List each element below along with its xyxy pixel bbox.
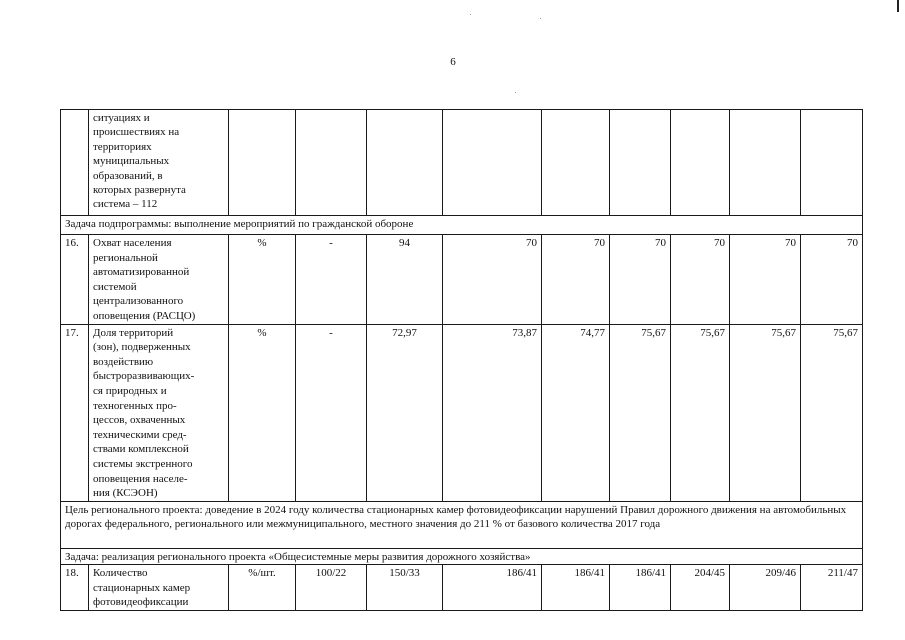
scan-edge-mark [897, 0, 899, 12]
cell-value: 70 [730, 235, 801, 325]
cell-value [671, 110, 730, 216]
table-row [61, 235, 863, 325]
cell-value: 75,67 [610, 324, 671, 501]
scan-speck [515, 92, 516, 93]
cell-value [443, 110, 542, 216]
cell-value: 186/41 [610, 565, 671, 611]
cell-unit: % [229, 235, 296, 325]
scan-speck [540, 18, 541, 19]
cell-unit [229, 110, 296, 216]
indicator-name: Охват населения региональной автоматизированной системой централизованного оповещения (РАСЦО) [89, 235, 229, 325]
row-number: 17. [61, 324, 89, 501]
cell-value: 70 [610, 235, 671, 325]
cell-value: 75,67 [801, 324, 863, 501]
table-row [61, 324, 863, 501]
cell-value [610, 110, 671, 216]
cell-value [296, 110, 367, 216]
table-row-continuation [61, 110, 863, 216]
cell-value: 70 [443, 235, 542, 325]
cell-value: 70 [671, 235, 730, 325]
cell-value: 70 [801, 235, 863, 325]
indicator-name: Количество стационарных камер фотовидеофиксации [89, 565, 229, 611]
scan-speck [470, 14, 471, 15]
cell-value: 75,67 [730, 324, 801, 501]
table-row [61, 565, 863, 611]
goal-heading: Цель регионального проекта: доведение в 2024 году количества стационарных камер фотовидеофиксации нарушений Правил дорожного движения на автомобильных дорогах федерального, регионального или межмуниципального, местного значения до 211 % от базового количества 2017 года [61, 501, 863, 548]
cell-value [730, 110, 801, 216]
cell-value: 75,67 [671, 324, 730, 501]
section-row-task [61, 216, 863, 235]
cell-value: 211/47 [801, 565, 863, 611]
page-number: 6 [450, 56, 456, 68]
row-number: 18. [61, 565, 89, 611]
row-number: 16. [61, 235, 89, 325]
section-row-task [61, 548, 863, 565]
cell-value [367, 110, 443, 216]
section-row-goal [61, 501, 863, 548]
indicators-table [60, 109, 863, 611]
cell-value: 204/45 [671, 565, 730, 611]
cell-value: 70 [542, 235, 610, 325]
cell-value: - [296, 324, 367, 501]
cell-value: - [296, 235, 367, 325]
indicator-name: ситуациях и происшествиях на территориях муниципальных образований, в которых развернута система – 112 [89, 110, 229, 216]
indicator-name: Доля территорий (зон), подверженных воздействию быстроразвивающих- ся природных и техногенных про- цессов, охваченных техническими сред- ствами комплексной системы экстренного оповещения населе- ния (КСЭОН) [89, 324, 229, 501]
task-heading: Задача: реализация регионального проекта «Общесистемные меры развития дорожного хозяйства» [61, 548, 863, 565]
cell-value: 209/46 [730, 565, 801, 611]
cell-value: 74,77 [542, 324, 610, 501]
cell-unit: %/шт. [229, 565, 296, 611]
cell-value [542, 110, 610, 216]
cell-num [61, 110, 89, 216]
cell-value: 73,87 [443, 324, 542, 501]
task-heading: Задача подпрограммы: выполнение мероприятий по гражданской обороне [61, 216, 863, 235]
cell-value: 72,97 [367, 324, 443, 501]
cell-unit: % [229, 324, 296, 501]
cell-value: 150/33 [367, 565, 443, 611]
cell-value: 100/22 [296, 565, 367, 611]
cell-value: 186/41 [542, 565, 610, 611]
cell-value [801, 110, 863, 216]
cell-value: 186/41 [443, 565, 542, 611]
cell-value: 94 [367, 235, 443, 325]
